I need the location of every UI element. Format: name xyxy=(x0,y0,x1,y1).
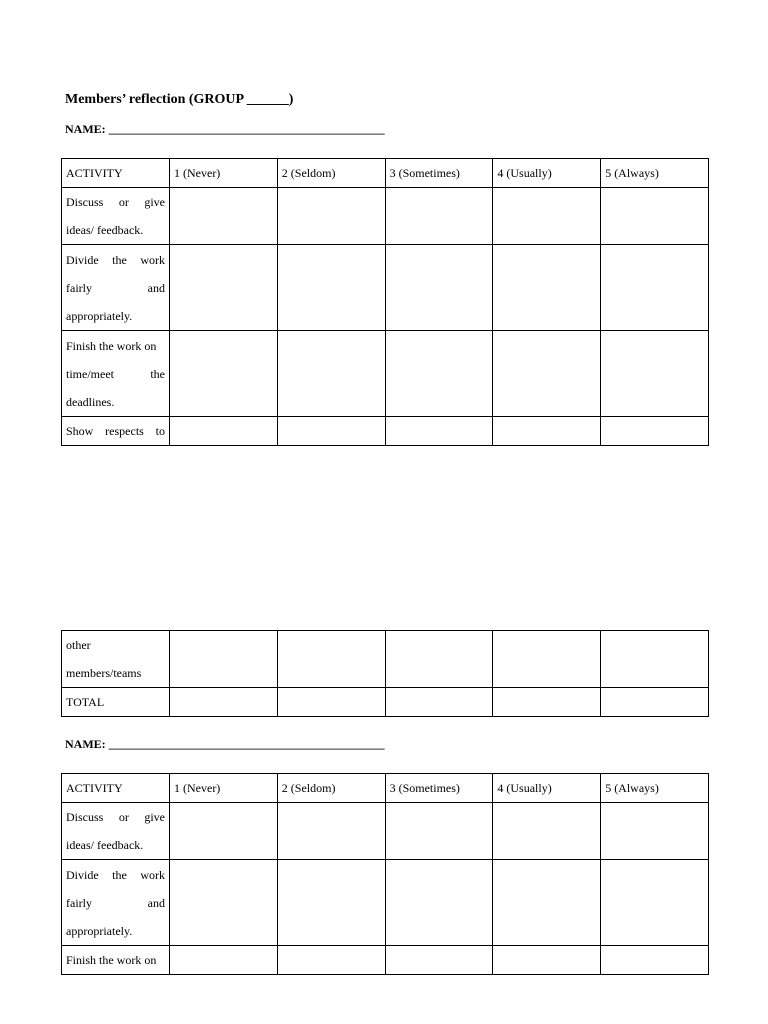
activity-cell: Discuss or give ideas/ feedback. xyxy=(62,803,170,860)
rating-cell[interactable] xyxy=(170,417,278,446)
rating-cell[interactable] xyxy=(385,245,493,331)
rating-cell[interactable] xyxy=(493,331,601,417)
rating-cell[interactable] xyxy=(601,417,709,446)
rating-cell[interactable] xyxy=(601,188,709,245)
rating-cell[interactable] xyxy=(493,803,601,860)
header-cell: 2 (Seldom) xyxy=(277,159,385,188)
table-row xyxy=(62,417,709,446)
table-row xyxy=(62,860,709,946)
rating-cell[interactable] xyxy=(493,417,601,446)
rating-cell[interactable] xyxy=(170,188,278,245)
reflection-table-2 xyxy=(61,773,709,975)
rating-cell[interactable] xyxy=(601,946,709,975)
total-row xyxy=(62,688,709,717)
rating-cell[interactable] xyxy=(277,417,385,446)
table-row xyxy=(62,331,709,417)
table-row xyxy=(62,631,709,688)
rating-cell[interactable] xyxy=(277,946,385,975)
rating-cell[interactable] xyxy=(601,803,709,860)
rating-cell[interactable] xyxy=(601,688,709,717)
rating-cell[interactable] xyxy=(385,688,493,717)
header-cell: 5 (Always) xyxy=(601,774,709,803)
rating-cell[interactable] xyxy=(170,631,278,688)
reflection-table-1-continued xyxy=(61,630,709,717)
rating-cell[interactable] xyxy=(277,688,385,717)
rating-cell[interactable] xyxy=(277,245,385,331)
rating-cell[interactable] xyxy=(385,631,493,688)
header-cell: 4 (Usually) xyxy=(493,159,601,188)
rating-cell[interactable] xyxy=(170,803,278,860)
rating-cell[interactable] xyxy=(385,331,493,417)
header-cell: 3 (Sometimes) xyxy=(385,159,493,188)
header-cell: 3 (Sometimes) xyxy=(385,774,493,803)
table-row xyxy=(62,946,709,975)
rating-cell[interactable] xyxy=(277,803,385,860)
document-title: Members’ reflection (GROUP ______) xyxy=(65,92,294,107)
reflection-table-1 xyxy=(61,158,709,446)
rating-cell[interactable] xyxy=(170,331,278,417)
rating-cell[interactable] xyxy=(493,688,601,717)
table-row xyxy=(62,188,709,245)
rating-cell[interactable] xyxy=(170,860,278,946)
rating-cell[interactable] xyxy=(277,188,385,245)
table-row xyxy=(62,803,709,860)
header-cell: 1 (Never) xyxy=(170,159,278,188)
header-cell: ACTIVITY xyxy=(62,159,170,188)
rating-cell[interactable] xyxy=(385,946,493,975)
activity-cell: Discuss or give ideas/ feedback. xyxy=(62,188,170,245)
total-label: TOTAL xyxy=(62,688,170,717)
rating-cell[interactable] xyxy=(493,245,601,331)
name-field[interactable]: NAME: ______________________________________________ xyxy=(65,122,385,136)
activity-cell: Show respects to xyxy=(62,417,170,446)
rating-cell[interactable] xyxy=(493,188,601,245)
rating-cell[interactable] xyxy=(493,860,601,946)
rating-cell[interactable] xyxy=(170,245,278,331)
activity-cell: other members/teams xyxy=(62,631,170,688)
rating-cell[interactable] xyxy=(277,631,385,688)
header-row xyxy=(62,774,709,803)
rating-cell[interactable] xyxy=(601,860,709,946)
rating-cell[interactable] xyxy=(385,188,493,245)
rating-cell[interactable] xyxy=(601,331,709,417)
activity-cell: Divide the work fairly and appropriately. xyxy=(62,245,170,331)
header-cell: 1 (Never) xyxy=(170,774,278,803)
activity-cell: Finish the work on time/meet the deadlines. xyxy=(62,331,170,417)
activity-cell: Divide the work fairly and appropriately. xyxy=(62,860,170,946)
name-field[interactable]: NAME: ______________________________________________ xyxy=(65,737,385,751)
header-cell: ACTIVITY xyxy=(62,774,170,803)
rating-cell[interactable] xyxy=(277,860,385,946)
rating-cell[interactable] xyxy=(493,946,601,975)
header-cell: 4 (Usually) xyxy=(493,774,601,803)
rating-cell[interactable] xyxy=(277,331,385,417)
rating-cell[interactable] xyxy=(385,417,493,446)
rating-cell[interactable] xyxy=(385,860,493,946)
activity-cell: Finish the work on xyxy=(62,946,170,975)
rating-cell[interactable] xyxy=(170,688,278,717)
rating-cell[interactable] xyxy=(601,631,709,688)
rating-cell[interactable] xyxy=(601,245,709,331)
table-row xyxy=(62,245,709,331)
header-cell: 2 (Seldom) xyxy=(277,774,385,803)
header-row xyxy=(62,159,709,188)
rating-cell[interactable] xyxy=(493,631,601,688)
rating-cell[interactable] xyxy=(385,803,493,860)
rating-cell[interactable] xyxy=(170,946,278,975)
header-cell: 5 (Always) xyxy=(601,159,709,188)
